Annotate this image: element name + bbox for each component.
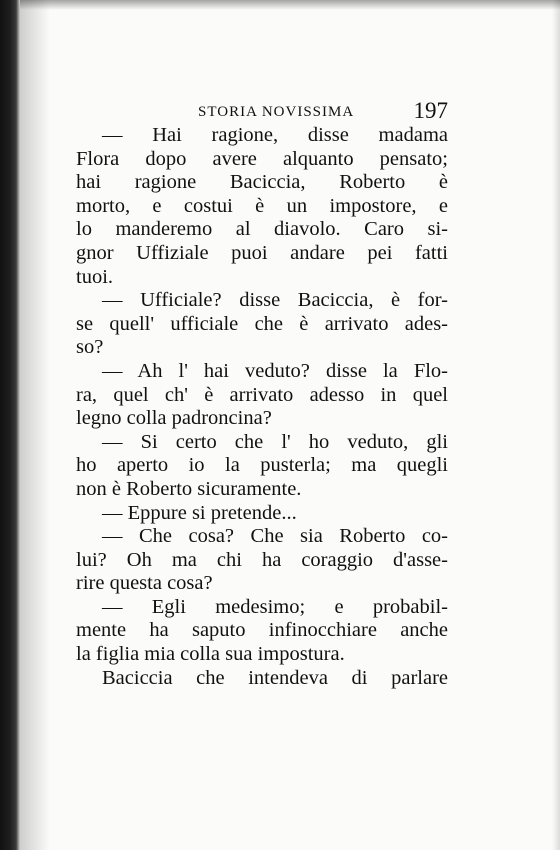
text-line: ho aperto io la pusterla; ma quegli xyxy=(76,454,448,477)
text-line: so? xyxy=(76,336,104,359)
text-line: — Che cosa? Che sia Roberto co- xyxy=(102,525,448,548)
text-line: — Egli medesimo; e probabil- xyxy=(102,595,448,618)
running-head: STORIA NOVISSIMA xyxy=(198,104,355,120)
text-line: la figlia mia colla sua impostura. xyxy=(76,643,345,666)
text-line: — Hai ragione, disse madama xyxy=(102,124,448,146)
text-line: Flora dopo avere alquanto pensato; xyxy=(76,147,448,170)
right-edge-shadow xyxy=(552,0,560,850)
text-line: lui? Oh ma chi ha coraggio d'asse- xyxy=(76,548,448,571)
text-line: morto, e costui è un impostore, e xyxy=(76,194,448,217)
text-line: gnor Uffiziale puoi andare pei fatti xyxy=(76,241,448,264)
text-line: — Ah l' hai veduto? disse la Flo- xyxy=(102,359,448,382)
body-text xyxy=(76,124,448,690)
text-line: non è Roberto sicuramente. xyxy=(76,477,302,500)
text-line: legno colla padroncina? xyxy=(76,407,272,430)
text-line: — Eppure si pretende... xyxy=(102,501,297,524)
text-line: ra, quel ch' è arrivato adesso in quel xyxy=(76,383,448,406)
text-line: — Ufficiale? disse Baciccia, è for- xyxy=(102,289,448,312)
text-line: Baciccia che intendeva di parlare xyxy=(102,666,448,689)
page-fold-shadow xyxy=(20,0,50,850)
book-binding-edge xyxy=(0,0,20,850)
text-line: — Si certo che l' ho veduto, gli xyxy=(102,430,448,453)
text-line: mente ha saputo infinocchiare anche xyxy=(76,619,448,642)
text-line: se quell' ufficiale che è arrivato ades- xyxy=(76,312,448,335)
text-line: lo manderemo al diavolo. Caro si- xyxy=(76,218,448,241)
text-line: rire questa cosa? xyxy=(76,572,213,595)
text-line: tuoi. xyxy=(76,265,114,288)
text-line: hai ragione Baciccia, Roberto è xyxy=(76,171,448,194)
top-edge-shadow xyxy=(20,0,560,10)
page-number: 197 xyxy=(413,98,448,123)
